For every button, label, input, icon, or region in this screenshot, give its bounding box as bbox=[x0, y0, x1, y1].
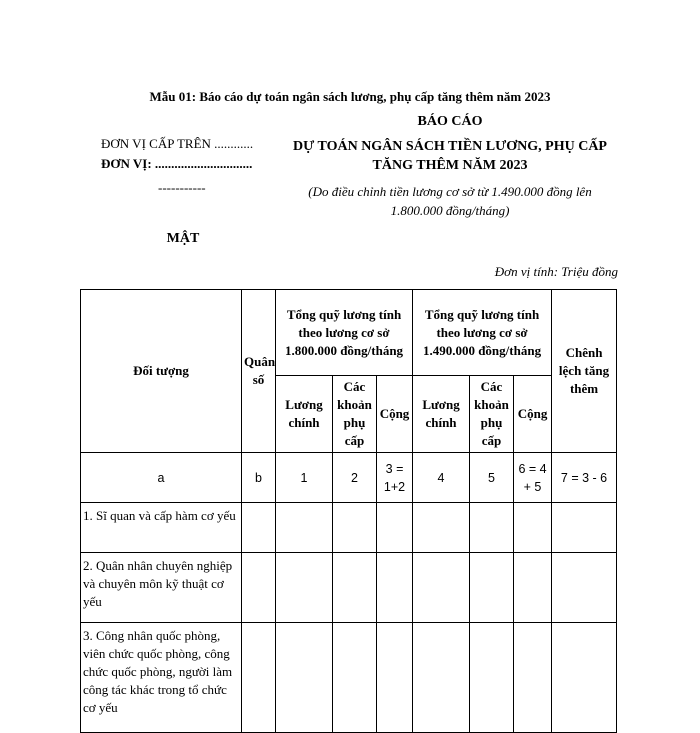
row-label-defense-workers: 3. Công nhân quốc phòng, viên chức quốc phòng, công chức quốc phòng, người làm công tác khác trong tổ chức cơ yếu bbox=[81, 623, 242, 733]
table-cell bbox=[552, 503, 617, 553]
header-headcount: Quân số bbox=[242, 290, 276, 453]
index-cell: 6 = 4 + 5 bbox=[514, 453, 552, 503]
table-cell bbox=[377, 553, 413, 623]
header-fund-old: Tổng quỹ lương tính theo lương cơ sở 1.490.000 đồng/tháng bbox=[413, 290, 552, 376]
table-cell bbox=[413, 623, 470, 733]
report-title: DỰ TOÁN NGÂN SÁCH TIỀN LƯƠNG, PHỤ CẤP TĂNG THÊM NĂM 2023 bbox=[293, 139, 607, 173]
table-cell bbox=[377, 503, 413, 553]
index-cell: a bbox=[81, 453, 242, 503]
index-cell: 3 = 1+2 bbox=[377, 453, 413, 503]
table-cell bbox=[470, 553, 514, 623]
header-allowance-new: Các khoản phụ cấp bbox=[333, 376, 377, 453]
table-cell bbox=[470, 503, 514, 553]
index-cell: 7 = 3 - 6 bbox=[552, 453, 617, 503]
table-cell bbox=[413, 503, 470, 553]
form-title: Mẫu 01: Báo cáo dự toán ngân sách lương, phụ cấp tăng thêm năm 2023 bbox=[149, 89, 551, 104]
unit-of-measure: Đơn vị tính: Triệu đồng bbox=[494, 264, 618, 279]
row-label-professional-soldiers: 2. Quân nhân chuyên nghiệp và chuyên môn kỹ thuật cơ yếu bbox=[81, 553, 242, 623]
secret-stamp: MẬT bbox=[166, 231, 200, 246]
table-cell bbox=[514, 623, 552, 733]
index-cell: 5 bbox=[470, 453, 514, 503]
table-cell bbox=[242, 623, 276, 733]
table-cell bbox=[276, 623, 333, 733]
row-label-officers: 1. Sĩ quan và cấp hàm cơ yếu bbox=[81, 503, 242, 553]
superior-unit-label: ĐƠN VỊ CẤP TRÊN ............ bbox=[101, 136, 254, 151]
table-cell bbox=[333, 623, 377, 733]
header-subject: Đối tượng bbox=[81, 290, 242, 453]
header-total-old: Cộng bbox=[514, 376, 552, 453]
table-cell bbox=[242, 553, 276, 623]
header-fund-new: Tổng quỹ lương tính theo lương cơ sở 1.800.000 đồng/tháng bbox=[276, 290, 413, 376]
header-basic-salary-old: Lương chính bbox=[413, 376, 470, 453]
table-cell bbox=[333, 503, 377, 553]
report-subtitle: (Do điều chỉnh tiền lương cơ sở từ 1.490.000 đồng lên 1.800.000 đồng/tháng) bbox=[308, 184, 592, 218]
budget-table bbox=[80, 289, 617, 733]
index-cell: 4 bbox=[413, 453, 470, 503]
header-total-new: Cộng bbox=[377, 376, 413, 453]
index-cell: 2 bbox=[333, 453, 377, 503]
unit-label: ĐƠN VỊ: .............................. bbox=[101, 156, 253, 171]
table-cell bbox=[470, 623, 514, 733]
header-allowance-old: Các khoản phụ cấp bbox=[470, 376, 514, 453]
header-divider: ----------- bbox=[158, 180, 206, 195]
table-cell bbox=[276, 503, 333, 553]
table-row bbox=[81, 623, 617, 733]
table-cell bbox=[333, 553, 377, 623]
table-row bbox=[81, 503, 617, 553]
header-difference: Chênh lệch tăng thêm bbox=[552, 290, 617, 453]
table-cell bbox=[514, 503, 552, 553]
table-cell bbox=[413, 553, 470, 623]
table-cell bbox=[552, 623, 617, 733]
header-basic-salary-new: Lương chính bbox=[276, 376, 333, 453]
table-cell bbox=[276, 553, 333, 623]
table-cell bbox=[514, 553, 552, 623]
table-cell bbox=[242, 503, 276, 553]
table-cell bbox=[377, 623, 413, 733]
table-cell bbox=[552, 553, 617, 623]
index-cell: b bbox=[242, 453, 276, 503]
index-cell: 1 bbox=[276, 453, 333, 503]
report-label: BÁO CÁO bbox=[417, 114, 483, 129]
table-row bbox=[81, 553, 617, 623]
